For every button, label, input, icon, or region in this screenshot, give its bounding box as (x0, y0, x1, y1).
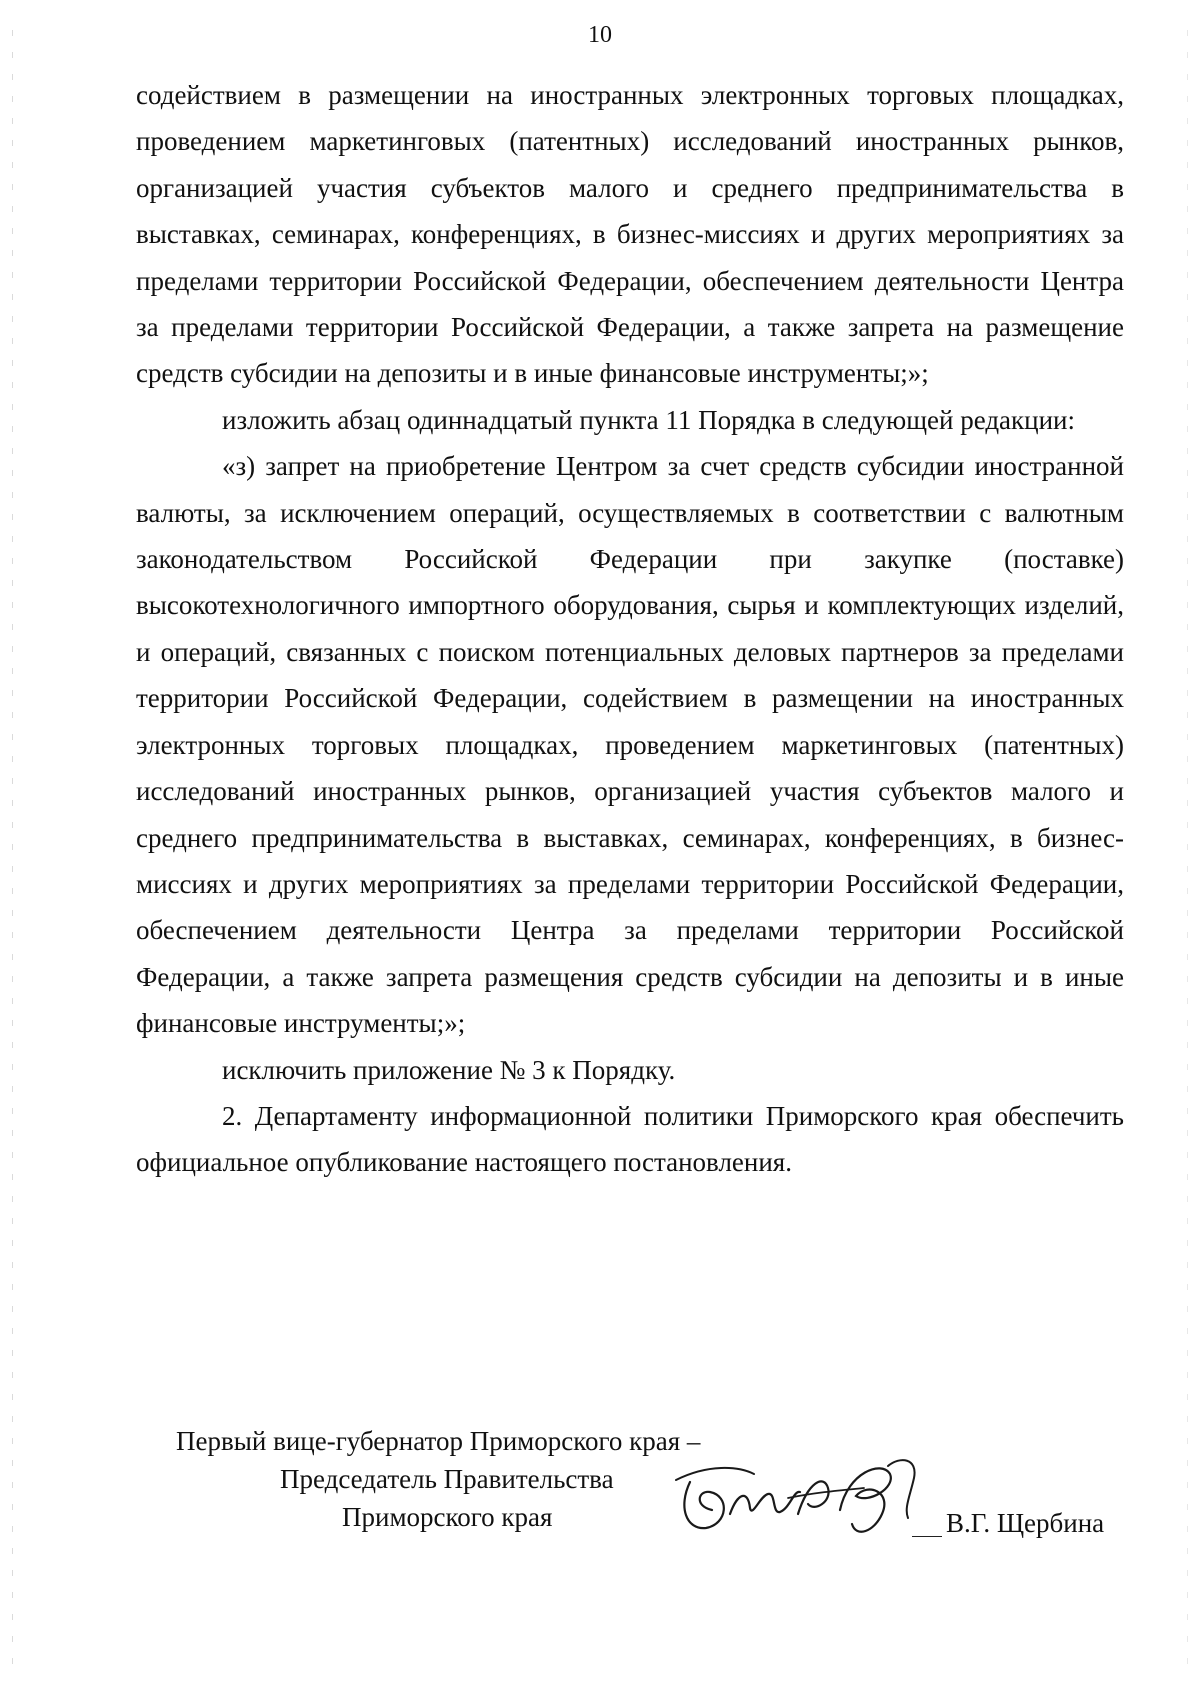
signer-name: В.Г. Щербина (946, 1508, 1105, 1538)
signer-position-line-2: Председатель Правительства (280, 1464, 614, 1494)
document-body (136, 72, 1124, 1186)
paragraph-amend-instruction: изложить абзац одиннадцатый пункта 11 Порядка в следующей редакции: (222, 404, 1076, 435)
signer-position-line-3: Приморского края (342, 1502, 553, 1532)
paragraph-amend-text: «з) запрет на приобретение Центром за счет средств субсидии иностранной валюты, за исключением операций, осуществляемых в соответствии с валютным законодательством Российской Федерации при закупке (поставке) высокотехнологичного импортного оборудования, сырья и комплектующих изделий, и операций, связанных с поиском потенциальных деловых партнеров за пределами территории Российской Федерации, содействием в размещении на иностранных электронных торговых площадках, проведением маркетинговых (патентных) исследований иностранных рынков, организацией участия субъектов малого и среднего предпринимательства в выставках, семинарах, конференциях, в бизнес-миссиях и других мероприятиях за пределами территории Российской Федерации, обеспечением деятельности Центра за пределами территории Российской Федерации, а также запрета размещения средств субсидии на депозиты и в иные финансовые инструменты;»; (136, 451, 1124, 1039)
handwritten-signature (668, 1452, 938, 1542)
page-number: 10 (588, 22, 612, 48)
signer-position-line-1: Первый вице-губернатор Приморского края – (176, 1426, 701, 1456)
paragraph-exclude-appendix: исключить приложение № 3 к Порядку. (222, 1054, 676, 1085)
signature-underline (912, 1536, 942, 1537)
paragraph-item-2: 2. Департаменту информационной политики Приморского края обеспечить официальное опубликование настоящего постановления. (136, 1100, 1124, 1178)
signature-block (176, 1422, 1136, 1542)
scan-edge-right (1187, 30, 1188, 1670)
paragraph-continuation: содействием в размещении на иностранных электронных торговых площадках, проведением маркетинговых (патентных) исследований иностранных рынков, организацией участия субъектов малого и среднего предпринимательства в выставках, семинарах, конференциях, в бизнес-миссиях и других мероприятиях за пределами территории Российской Федерации, обеспечением деятельности Центра за пределами территории Российской Федерации, а также запрета на размещение средств субсидии на депозиты и в иные финансовые инструменты;»; (136, 80, 1124, 389)
scan-edge-left (12, 30, 13, 1670)
